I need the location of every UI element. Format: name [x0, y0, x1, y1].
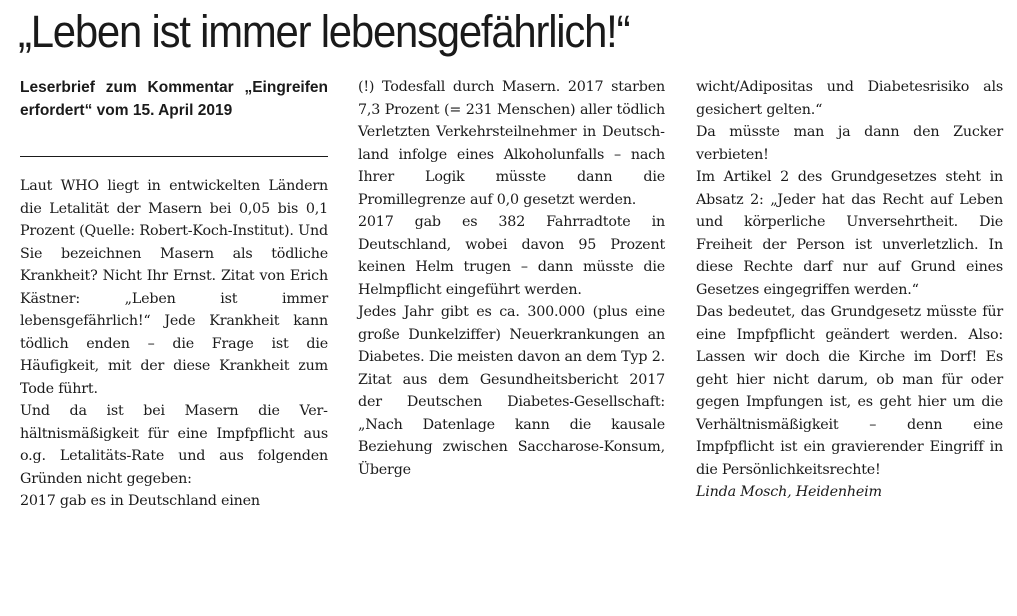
text-column-3 — [696, 76, 1003, 504]
paragraph: wicht/Adipositas und Diabetesrisiko als gesichert gelten.“ — [696, 79, 1003, 118]
paragraph: Das bedeutet, das Grundgesetz müsste für eine Impfpflicht geändert werden. Also: Lassen wir doch die Kirche im Dorf! Es geht hier nicht darum, ob man für oder gegen Impfungen ist, es geht hier um die Verhältnismäßigkeit – denn eine Impfpflicht ist ein gravierender Eingriff in die Persönlichkeitsrechte! — [696, 304, 1003, 478]
paragraph: 2017 gab es 382 Fahrradtote in Deutschland, wobei davon 95 Prozent keinen Helm trugen – dann müsste die Helmpflicht eingeführt werden. — [358, 214, 665, 298]
paragraph: Im Artikel 2 des Grundgesetzes steht in Absatz 2: „Jeder hat das Recht auf Leben und körperliche Unversehrtheit. Die Freiheit der Person ist unverletzlich. In diese Rechte darf nur auf Grund eines Gesetzes eingegriffen werden.“ — [696, 169, 1003, 298]
paragraph: Laut WHO liegt in entwickelten Ländern die Letalität der Masern bei 0,05 bis 0,1 Prozent (Quelle: Robert-Koch-Institut). Und Sie bezeichnen Masern als tödliche Krankheit? Nicht Ihr Ernst. Zitat von Erich Kästner: „Leben ist immer lebensgefährlich!“ Jede Krankheit kann tödlich enden – die Frage ist die Häufigkeit, mit der diese Krankheit zum Tode führt. — [20, 178, 328, 397]
paragraph: (!) Todesfall durch Masern. 2017 starben 7,3 Prozent (= 231 Menschen) aller tödlich Verletzten Verkehrsteilnehmer in Deutschland infolge eines Alkoholunfalls – nach Ihrer Logik müsste dann die Promillegrenze auf 0,0 gesetzt werden. — [358, 79, 665, 208]
intro-divider — [20, 156, 328, 157]
paragraph: Jedes Jahr gibt es ca. 300.000 (plus eine große Dunkelziffer) Neuerkrankungen an Diabetes. Die meisten davon an dem Typ 2. Zitat aus dem Gesundheitsbericht 2017 der Deutschen Diabetes-Gesellschaft: „Nach Datenlage kann die kausale Beziehung zwischen Saccharose-Konsum, Überge — [358, 304, 665, 478]
paragraph: Und da ist bei Masern die Verhältnismäßigkeit für eine Impfpflicht aus o.g. Letalitäts-Rate und aus folgenden Gründen nicht gegeben: — [20, 403, 328, 487]
text-column-1 — [20, 175, 328, 513]
article-headline: „Leben ist immer lebensgefährlich!“ — [18, 6, 630, 57]
paragraph: Da müsste man ja dann den Zucker verbieten! — [696, 124, 1003, 163]
letter-intro: Leserbrief zum Kommentar „Eingreifen erfordert“ vom 15. April 2019 — [20, 79, 328, 119]
text-column-2 — [358, 76, 665, 481]
paragraph: 2017 gab es in Deutschland einen — [20, 493, 260, 509]
author-signature: Linda Mosch, Heidenheim — [696, 484, 882, 500]
